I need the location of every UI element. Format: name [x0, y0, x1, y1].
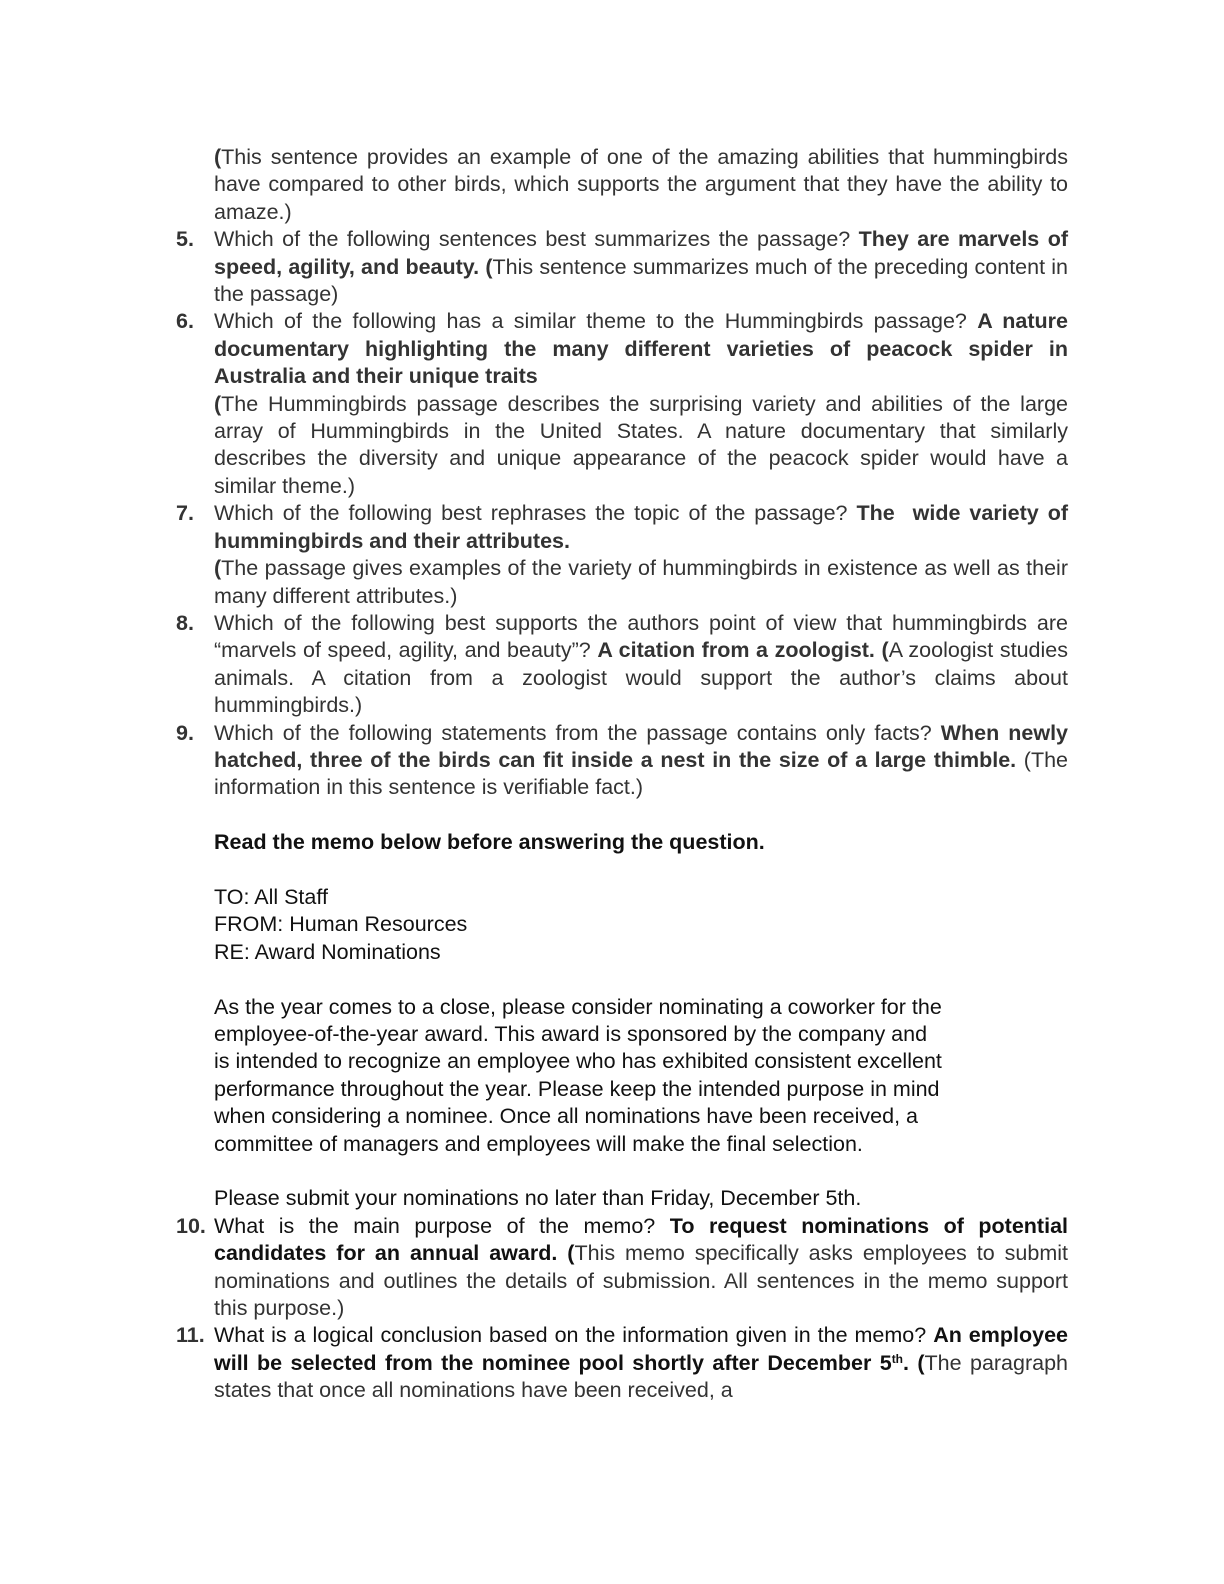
question-number: 10.: [176, 1213, 206, 1238]
memo-instruction-text: Read the memo below before answering the question.: [214, 830, 765, 855]
answer-text: A citation from a zoologist.: [597, 638, 875, 663]
question-11: 11. What is a logical conclusion based on the information given in the memo? An employee will be selected from the nominee pool shortly after December 5th. (The paragraph states that once all nominations have been received, a: [176, 1323, 1069, 1403]
question-text: What is a logical conclusion based on the information given in the memo?: [214, 1323, 934, 1348]
answer-text: The wide variety of hummingbirds and their attributes.: [214, 501, 1074, 553]
memo-body-line: employee-of-the-year award. This award is sponsored by the company and: [214, 1021, 928, 1046]
question-10: 10. What is the main purpose of the memo? To request nominations of potential candidates for an annual award. (This memo specifically asks employees to submit nominations and outlines the details of submission. All sentences in the memo support this purpose.): [176, 1213, 1068, 1320]
memo-deadline: Please submit your nominations no later than Friday, December 5th.: [214, 1186, 862, 1211]
memo-to: TO: All Staff: [214, 884, 328, 909]
question-9: 9. Which of the following statements from the passage contains only facts? When newly hatched, three of the birds can fit inside a nest in the size of a large thimble. (The information in this sentence is verifiable fact.): [176, 720, 1069, 800]
intro-explanation-text: This sentence provides an example of one of the amazing abilities that hummingbirds have compared to other birds, which supports the argument that they have the ability to amaze.: [214, 145, 1068, 224]
explanation-text: This sentence summarizes much of the preceding content in the passage: [214, 254, 1069, 307]
memo-body-line: performance throughout the year. Please keep the intended purpose in mind: [214, 1076, 940, 1101]
memo-body-line: is intended to recognize an employee who has exhibited consistent excellent: [214, 1049, 942, 1074]
document-content: [176, 144, 1074, 1405]
question-text: Which of the following best rephrases the topic of the passage?: [214, 501, 857, 526]
memo-re: RE: Award Nominations: [214, 939, 441, 964]
answer-text: When newly hatched, three of the birds can fit inside a nest in the size of a large thimble.: [214, 720, 1069, 772]
spacer: [214, 857, 1068, 884]
answer-superscript: th: [891, 1351, 904, 1366]
explanation-text: The paragraph states that once all nominations have been received, a: [214, 1350, 1069, 1403]
question-6: [176, 308, 1068, 500]
question-text: What is the main purpose of the memo?: [214, 1213, 670, 1238]
memo: [214, 884, 1068, 1213]
spacer: [214, 802, 1068, 829]
question-7: [176, 500, 1074, 610]
spacer: [214, 966, 1068, 993]
question-text: Which of the following sentences best summarizes the passage?: [214, 227, 859, 252]
memo-instruction: [214, 829, 1068, 856]
intro-explanation: (This sentence provides an example of one of the amazing abilities that hummingbirds have compared to other birds, which supports the argument that they have the ability to amaze.): [214, 145, 1068, 224]
question-number: 9.: [176, 720, 194, 745]
spacer: [214, 1158, 1068, 1185]
memo-body-line: when considering a nominee. Once all nominations have been received, a: [214, 1104, 918, 1129]
question-text: Which of the following best supports the authors point of view that hummingbirds are “marvels of speed, agility, and beauty”?: [214, 610, 1068, 663]
question-number: 8.: [176, 610, 194, 635]
answer-text: They are marvels of speed, agility, and beauty.: [214, 227, 1068, 279]
memo-body-line: committee of managers and employees will make the final selection.: [214, 1131, 863, 1156]
explanation: (The Hummingbirds passage describes the surprising variety and abilities of the large array of Hummingbirds in the United States. A nature documentary that similarly describes the diversity and unique appearance of the peacock spider would have a similar theme.): [214, 391, 1068, 498]
memo-body-line: As the year comes to a close, please consider nominating a coworker for the: [214, 994, 942, 1019]
memo-body: [214, 994, 1068, 1158]
explanation-text: The passage gives examples of the variety of hummingbirds in existence as well as their many different attributes.: [214, 556, 1068, 608]
question-text: Which of the following statements from the passage contains only facts?: [214, 720, 941, 745]
question-5: 5. Which of the following sentences best summarizes the passage? They are marvels of speed, agility, and beauty. (This sentence summarizes much of the preceding content in the passage): [176, 227, 1069, 307]
explanation: (The passage gives examples of the variety of hummingbirds in existence as well as their many different attributes.): [214, 556, 1068, 608]
question-number: 7.: [176, 501, 194, 526]
memo-from: FROM: Human Resources: [214, 912, 468, 937]
answer-text: To request nominations of potential candidates for an annual award.: [214, 1213, 1068, 1266]
explanation-text: A zoologist studies animals. A citation from a zoologist would support the author’s claims about hummingbirds.: [214, 638, 1068, 718]
explanation-text: The Hummingbirds passage describes the surprising variety and abilities of the large array of Hummingbirds in the United States. A nature documentary that similarly describes the diversity and unique appearance of the peacock spider would have a similar theme.: [214, 391, 1068, 498]
question-number: 6.: [176, 309, 194, 334]
question-text: Which of the following has a similar theme to the Hummingbirds passage?: [214, 309, 978, 334]
answer-text: A nature documentary highlighting the many different varieties of peacock spider in Australia and their unique traits: [214, 309, 1068, 389]
question-number: 5.: [176, 227, 194, 252]
explanation-text: The information in this sentence is verifiable fact.: [214, 747, 1068, 800]
question-number: 11.: [176, 1323, 205, 1348]
question-8: 8. Which of the following best supports the authors point of view that hummingbirds are “marvels of speed, agility, and beauty”? A citation from a zoologist. (A zoologist studies animals. A citation from a zoologist would support the author’s claims about hummingbirds.): [176, 610, 1068, 718]
answer-text: An employee will be selected from the nominee pool shortly after December 5: [214, 1323, 1068, 1375]
explanation-text: This memo specifically asks employees to submit nominations and outlines the details of submission. All sentences in the memo support this purpose.: [214, 1241, 1068, 1320]
